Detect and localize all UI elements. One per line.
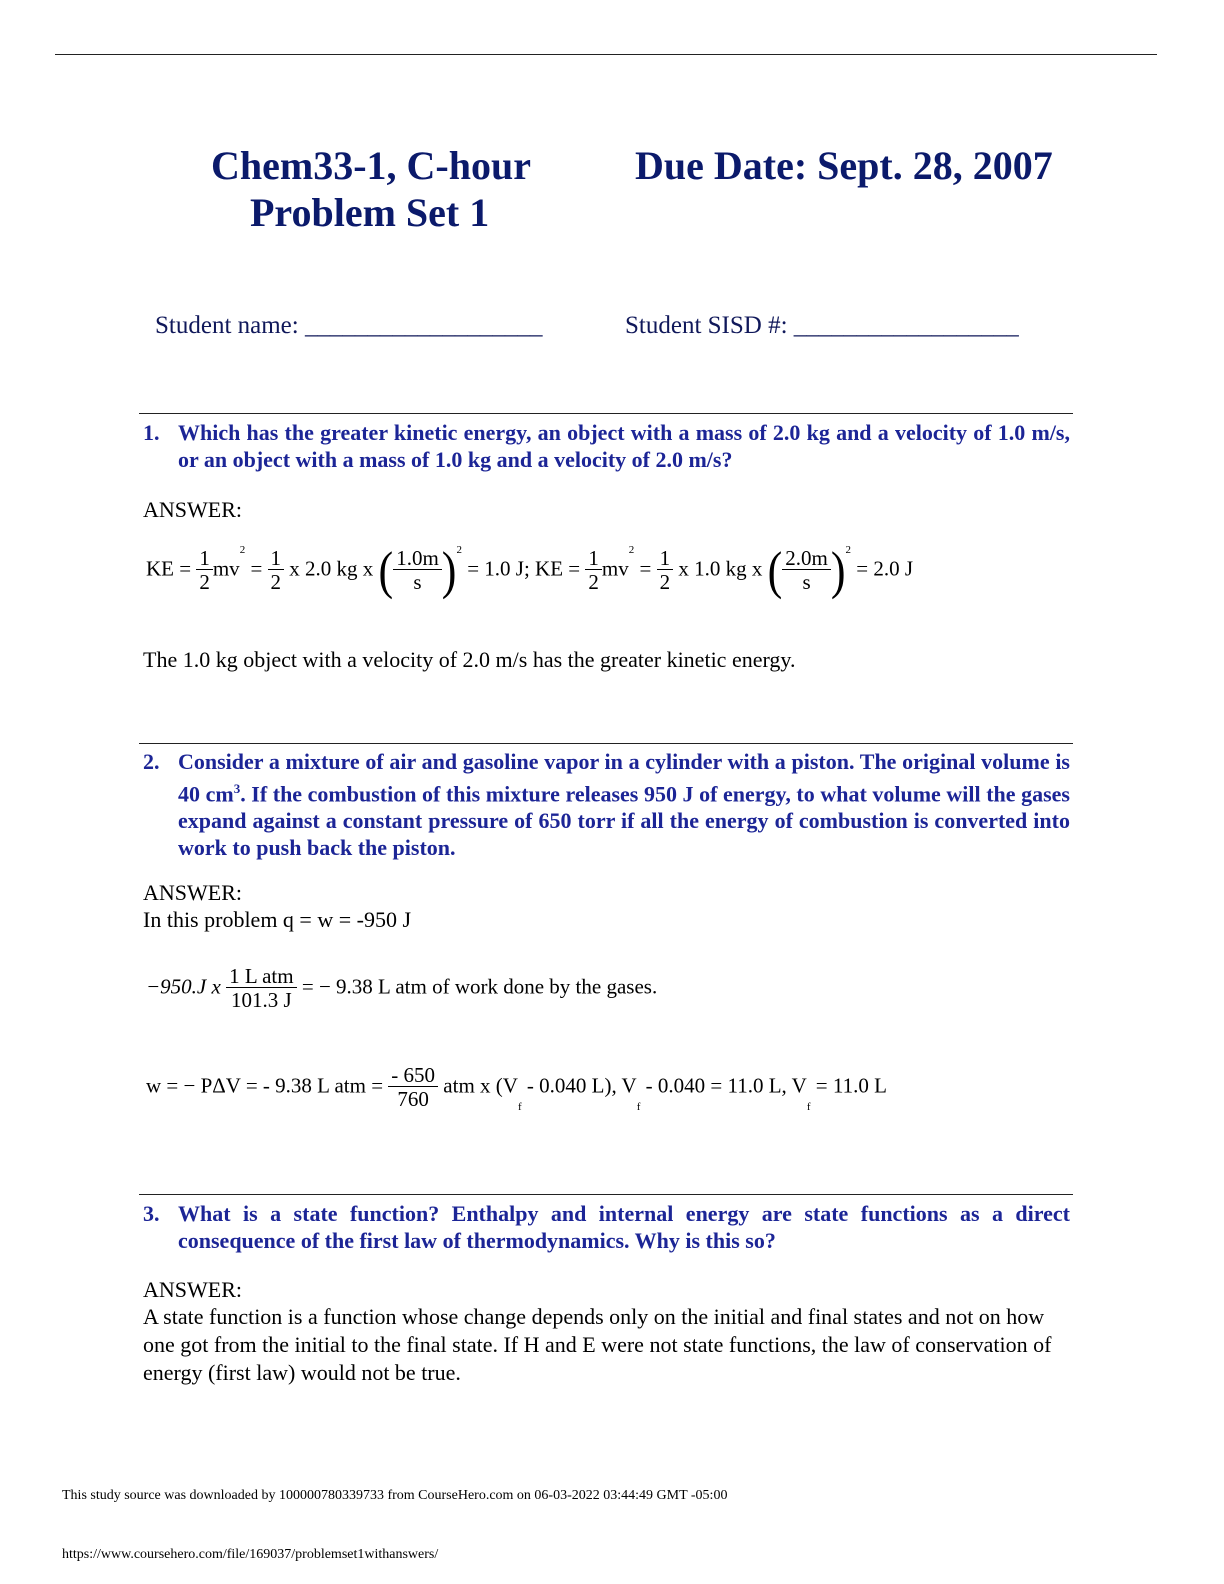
q2-rule xyxy=(139,743,1073,744)
ke-label: KE = xyxy=(146,556,192,581)
conversion-fraction: $\frac{\text{1 L atm}}{101.3 J}$ xyxy=(226,966,297,1011)
q3-question: What is a state function? Enthalpy and internal energy are state functions as a direct consequence of the first law of thermodynamics. Why is this so? xyxy=(178,1201,1070,1253)
download-source-notice: This study source was downloaded by 100000780339733 from CourseHero.com on 06-03-2022 03:44:49 GMT -05:00 xyxy=(62,1488,728,1503)
student-name-field[interactable] xyxy=(155,312,542,340)
student-name-blank: ___________________ xyxy=(304,312,543,339)
q2-equation-1: −950.J x $\frac{\text{1 L atm}}{101.3 J}$ = − 9.38 L atm of work done by the gases. xyxy=(146,964,658,1012)
velocity-fraction-1: $\frac{1.0m}{s}$ xyxy=(393,548,442,593)
q1-question: Which has the greater kinetic energy, an object with a mass of 2.0 kg and a velocity of 1.0 m/s, or an object with a mass of 1.0 kg and a velocity of 2.0 m/s? xyxy=(178,420,1070,472)
source-url[interactable]: https://www.coursehero.com/file/169037/problemset1withanswers/ xyxy=(62,1547,439,1562)
student-name-label: Student name: xyxy=(155,312,299,339)
q3-answer-label: ANSWER: xyxy=(143,1277,242,1302)
q3-number: 3. xyxy=(143,1201,160,1226)
q1-conclusion: The 1.0 kg object with a velocity of 2.0 m/s has the greater kinetic energy. xyxy=(143,647,796,672)
q1-equation: KE = $\frac{1}{2}$ $mv^2$ = $\frac{1}{2}$ x 2.0 kg x ( $\frac{1.0m}{s}$ )$^2$ = 1.0 J; KE = $\frac{1}{2}$ $mv^2$ = $\frac{1}{2}$ x 1.0 kg x ( $\frac{2.0m}{s}$ )$^2$ = 2.0 J xyxy=(146,540,913,600)
q1-number: 1. xyxy=(143,420,160,445)
student-sisd-label: Student SISD #: xyxy=(625,312,788,339)
half-fraction: $\frac{1}{2}$ xyxy=(196,548,213,593)
ke-result-1: = 1.0 J; xyxy=(467,556,530,581)
student-sisd-field[interactable] xyxy=(625,312,1019,340)
q3-rule xyxy=(139,1194,1073,1195)
problem-set-title: Problem Set 1 xyxy=(250,190,490,235)
velocity-fraction-2: $\frac{2.0m}{s}$ xyxy=(782,548,831,593)
q2-question: Consider a mixture of air and gasoline vapor in a cylinder with a piston. The original volume is 40 $cm^3$. If the combustion of this mixture releases 950 J of energy, to what volume will the gases expand against a constant pressure of 650 torr if all the energy of combustion is converted into work to push back the piston. xyxy=(178,749,1070,861)
top-rule xyxy=(55,54,1157,55)
q2-equation-2: w = − PΔV = - 9.38 L atm = $\frac{- 650}{760}$ atm x ($V_f - 0.040$ L), $V_f - 0.040 = 11.0$ L, $V_f = 11.0$ L xyxy=(146,1063,887,1113)
q1-rule xyxy=(139,413,1073,414)
due-date: Due Date: Sept. 28, 2007 xyxy=(635,143,1053,188)
q2-intro: In this problem q = w = -950 J xyxy=(143,907,412,932)
q1-answer-label: ANSWER: xyxy=(143,497,242,522)
ke-result-2: = 2.0 J xyxy=(856,556,913,581)
q3-answer: A state function is a function whose change depends only on the initial and final states and not on how one got from the initial to the final state. If H and E were not state functions, the law of conservation of energy (first law) would not be true. xyxy=(143,1304,1052,1385)
course-title: Chem33-1, C-hour xyxy=(211,143,531,188)
pressure-fraction: $\frac{- 650}{760}$ xyxy=(388,1065,438,1110)
q2-answer-label: ANSWER: xyxy=(143,880,242,905)
q2-number: 2. xyxy=(143,749,160,774)
student-sisd-blank: __________________ xyxy=(793,312,1019,339)
